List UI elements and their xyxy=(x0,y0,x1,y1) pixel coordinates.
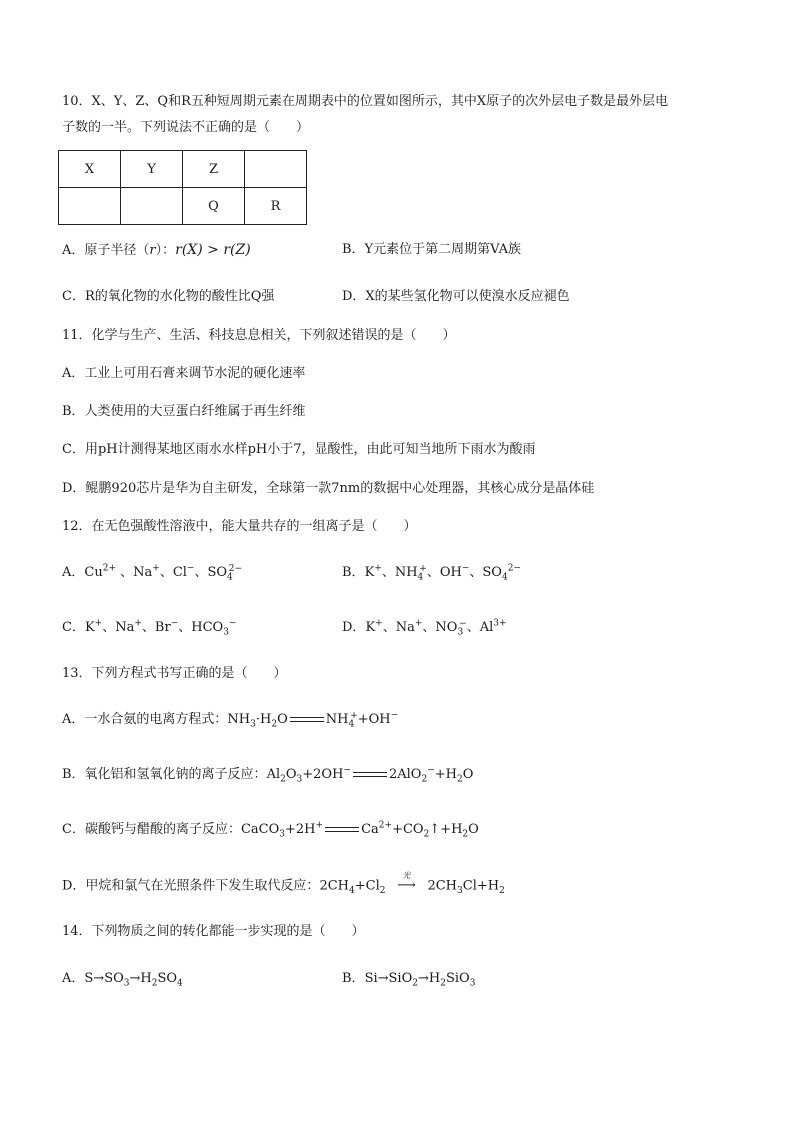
q11-stem: 11．化学与生产、生活、科技息息相关，下列叙述错误的是（ ） xyxy=(62,328,456,343)
q12-option-b: B．K+、$NH_4^+$、OH−、$SO_4^{2-}$ xyxy=(342,563,521,583)
q11-option-d: D．鲲鹏920芯片是华为自主研发，全球第一款7nm的数据中心处理器，其核心成分是晶体硅 xyxy=(62,481,595,496)
q13-option-b: B．氧化铝和氢氧化钠的离子反应：$Al_2O_3+2OH^-$ $2AlO_2^-+H_2O$ xyxy=(62,765,474,785)
table-cell xyxy=(245,151,307,188)
q11-option-a: A．工业上可用石膏来调节水泥的硬化速率 xyxy=(62,366,306,381)
radius-comparison: r(X) > r(Z) xyxy=(175,242,251,258)
q13-stem: 13．下列方程式书写正确的是（ ） xyxy=(62,666,287,681)
q13-option-a: A．一水合氨的电离方程式：$NH_3\cdot H_2O$ $NH_4^++OH^-$ xyxy=(62,710,399,730)
q10-option-a: A．原子半径（r）：r(X) > r(Z) xyxy=(62,242,251,258)
periodic-table-fragment xyxy=(58,150,307,225)
q10-option-b: B．Y元素位于第二周期第VA族 xyxy=(342,242,522,257)
table-cell: Q xyxy=(183,188,245,225)
q10-stem-line2: 子数的一半。下列说法不正确的是（ ） xyxy=(62,120,310,135)
q10-option-d: D．X的某些氢化物可以使溴水反应褪色 xyxy=(342,289,570,304)
q14-option-b: B．$Si\to SiO_2\to H_2SiO_3$ xyxy=(342,971,476,989)
q12-stem: 12．在无色强酸性溶液中，能大量共存的一组离子是（ ） xyxy=(62,519,417,534)
q10-option-c: C．R的氧化物的水化物的酸性比Q强 xyxy=(62,289,275,304)
table-cell: R xyxy=(245,188,307,225)
table-cell: Y xyxy=(121,151,183,188)
q13-option-d: D．甲烷和氯气在光照条件下发生取代反应：$2CH_4+Cl_2$ 光 ⟶ $2CH_3Cl+H_2$ xyxy=(62,871,505,897)
table-cell xyxy=(121,188,183,225)
q14-stem: 14．下列物质之间的转化都能一步实现的是（ ） xyxy=(62,924,365,939)
q13-option-c: C．碳酸钙与醋酸的离子反应：CaCO$_3$+2H+ $Ca^{2+}+CO_2↑+H_2O$ xyxy=(62,820,479,840)
reaction-arrow: 光 ⟶ xyxy=(397,871,416,893)
table-cell: Z xyxy=(183,151,245,188)
q11-option-c: C．用pH计测得某地区雨水水样pH小于7，显酸性，由此可知当地所下雨水为酸雨 xyxy=(62,442,536,457)
q11-option-b: B．人类使用的大豆蛋白纤维属于再生纤维 xyxy=(62,404,306,419)
q10-stem-line1: 10．X、Y、Z、Q和R五种短周期元素在周期表中的位置如图所示，其中X原子的次外层电子数是最外层电 xyxy=(62,94,669,109)
q14-option-a: A．$S\to SO_3\to H_2SO_4$ xyxy=(62,971,183,989)
table-cell xyxy=(59,188,121,225)
q12-option-c: C．K+、Na+、Br−、$HCO_3^-$ xyxy=(62,618,237,638)
q12-option-a: A．$Cu^{2+}$ 、Na+、Cl−、$SO_4^{2-}$ xyxy=(62,563,243,583)
table-cell: X xyxy=(59,151,121,188)
q12-option-d: D．K+、Na+、$NO_3^-$、$Al^{3+}$ xyxy=(342,618,507,638)
